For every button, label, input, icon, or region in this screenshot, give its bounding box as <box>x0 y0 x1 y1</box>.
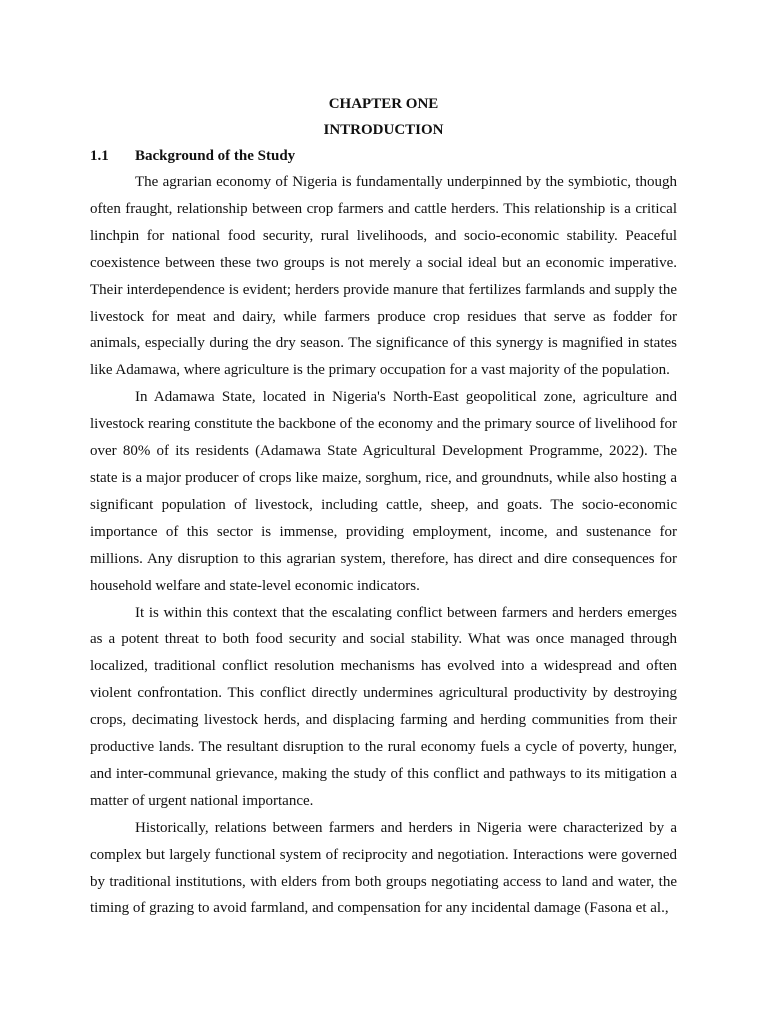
section-title: Background of the Study <box>135 148 296 164</box>
paragraph-3: It is within this context that the escalating conflict between farmers and herders emerges as a potent threat to both food security and social stability. What was once managed through localized, traditional conflict resolution mechanisms has evolved into a widespread and often violent confrontation. This conflict directly undermines agricultural productivity by destroying crops, decimating livestock herds, and displacing farming and herding communities from their productive lands. The resultant disruption to the rural economy fuels a cycle of poverty, hunger, and inter-communal grievance, making the study of this conflict and pathways to its mitigation a matter of urgent national importance. <box>90 604 677 809</box>
paragraph-1: The agrarian economy of Nigeria is fundamentally underpinned by the symbiotic, though often fraught, relationship between crop farmers and cattle herders. This relationship is a critical linchpin for national food security, rural livelihoods, and socio-economic stability. Peaceful coexistence between these two groups is not merely a social ideal but an economic imperative. Their interdependence is evident; herders provide manure that fertilizes farmlands and supply the livestock for meat and dairy, while farmers produce crop residues that serve as fodder for animals, especially during the dry season. The significance of this synergy is magnified in states like Adamawa, where agriculture is the primary occupation for a vast majority of the population. <box>90 174 677 379</box>
chapter-label: CHAPTER ONE <box>328 96 439 112</box>
section-heading <box>90 143 677 169</box>
page-content <box>90 91 677 922</box>
paragraph-2: In Adamawa State, located in Nigeria's North-East geopolitical zone, agriculture and livestock rearing constitute the backbone of the economy and the primary source of livelihood for over 80% of its residents (Adamawa State Agricultural Development Programme, 2022). The state is a major producer of crops like maize, sorghum, rice, and groundnuts, while also hosting a significant population of livestock, including cattle, sheep, and goats. The socio-economic importance of this sector is immense, providing employment, income, and sustenance for millions. Any disruption to this agrarian system, therefore, has direct and dire consequences for household welfare and state-level economic indicators. <box>90 389 677 594</box>
paragraph-4: Historically, relations between farmers and herders in Nigeria were characterized by a complex but largely functional system of reciprocity and negotiation. Interactions were governed by traditional institutions, with elders from both groups negotiating access to land and water, the timing of grazing to avoid farmland, and compensation for any incidental damage (Fasona et al., <box>90 819 677 917</box>
section-number: 1.1 <box>90 148 109 164</box>
chapter-title: INTRODUCTION <box>323 122 444 138</box>
